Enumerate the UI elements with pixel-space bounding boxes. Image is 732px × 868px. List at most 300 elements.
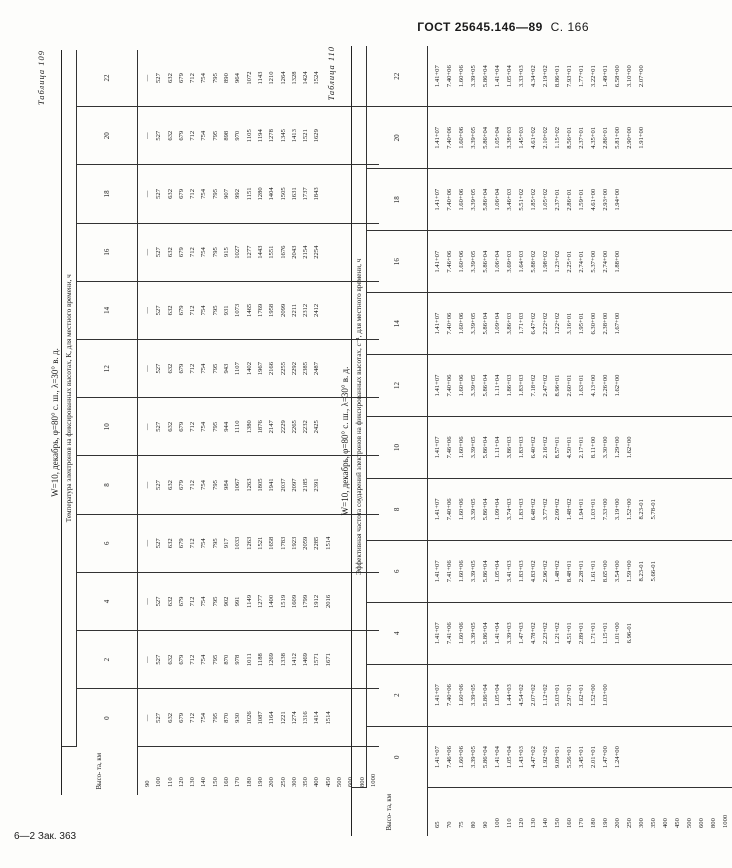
table-cell: 2.01+01 [590, 746, 597, 768]
table-cell: 679 [177, 596, 185, 607]
table-cell: 632 [166, 247, 174, 258]
table-cell: 1.83+03 [518, 498, 525, 521]
table-cell: 795 [211, 363, 219, 374]
table-cell: 2154 [302, 245, 310, 259]
table-cell: 7.40+06 [446, 498, 453, 521]
table-cell: 632 [166, 305, 174, 316]
altitude-value: 110 [166, 777, 174, 787]
value-column [428, 726, 732, 788]
table-cell: 2487 [313, 361, 321, 376]
table-cell: 1.41+07 [434, 622, 441, 645]
table-cell: 2.07+00 [638, 65, 645, 88]
table-cell: 1338 [279, 653, 287, 667]
table-cell: 1631 [290, 187, 298, 201]
time-header: 10 [367, 416, 428, 478]
table-cell: 1.41+07 [434, 746, 441, 768]
time-header: 18 [367, 169, 428, 231]
table-cell: 632 [166, 654, 174, 665]
table-cell: 1067 [234, 478, 242, 492]
table-cell: 5.56+01 [566, 746, 573, 768]
table-cell: 1.41+04 [494, 746, 501, 768]
table-cell: 1328 [290, 71, 298, 85]
table-cell: 1.60+06 [458, 312, 465, 335]
table-cell: 8.23-01 [638, 499, 645, 520]
table-cell: 3.33+03 [518, 65, 525, 88]
table-cell: 1.41+07 [434, 250, 441, 273]
table-cell: 1274 [290, 711, 298, 725]
table-cell: 1345 [279, 129, 287, 143]
table-cell: 1.60+06 [458, 436, 465, 459]
table-cell: 1.24+00 [614, 746, 621, 768]
table-cell: 4.54+02 [518, 684, 525, 707]
table-cell: 1073 [234, 303, 242, 317]
table-cell: 6.30+00 [590, 312, 597, 335]
table-cell: 7.41+06 [446, 622, 453, 645]
table-cell: 754 [200, 305, 208, 316]
table-cell: 1521 [302, 129, 310, 143]
table-cell: 2.16+02 [542, 436, 549, 459]
table-cell: 632 [166, 130, 174, 141]
table-cell: 712 [189, 130, 197, 141]
table-cell: 1.22+02 [554, 312, 561, 335]
altitude-header: Высо- та, км [352, 788, 428, 836]
table-cell: 754 [200, 480, 208, 490]
table-cell: 5.86+04 [482, 560, 489, 583]
table-cell: 1.60+06 [458, 498, 465, 521]
table-cell: 1404 [268, 187, 276, 201]
table-cell: 3.39+03 [506, 622, 513, 645]
altitude-value: 90 [144, 780, 151, 787]
table-cell: 1.71+01 [590, 622, 597, 645]
table-cell: 1609 [290, 594, 298, 609]
table-cell: 712 [189, 538, 197, 549]
table-cell: 1105 [245, 129, 253, 143]
table-cell: 2.26+00 [602, 374, 609, 397]
table-cell: 632 [166, 712, 174, 723]
table-cell: 2265 [290, 420, 298, 434]
table-label: Таблица 109 [36, 50, 46, 106]
time-header: 0 [367, 726, 428, 788]
table-cell: 5.03+01 [554, 684, 561, 707]
time-header: 22 [77, 50, 138, 107]
group-header: Температура электронов на фиксированных высотах, К, для местного времени, ч [62, 50, 77, 747]
altitude-value: 130 [189, 777, 197, 787]
table-cell: 1278 [268, 129, 276, 143]
table-cell: 1.03+00 [602, 684, 609, 707]
table-cell: 754 [200, 73, 208, 83]
table-cell: 795 [211, 305, 219, 316]
table-cell: 1.62+01 [578, 684, 585, 707]
table-cell: 679 [177, 480, 185, 490]
table-cell: 4.13+00 [590, 374, 597, 397]
table-cell: 1.67+00 [614, 312, 621, 335]
table-cell: 1.59+01 [578, 188, 585, 211]
table-cell: 527 [155, 247, 163, 258]
table-cell: 3.30+00 [602, 436, 609, 459]
time-header: 12 [367, 355, 428, 417]
table-cell: 2.22+02 [542, 312, 549, 335]
table-cell: 2.86+01 [602, 126, 609, 149]
table-cell: 7.46+06 [446, 436, 453, 459]
table-cell: 1.88+00 [614, 250, 621, 273]
table-cell: 1.60+06 [458, 374, 465, 397]
table-cell: 2.38+00 [602, 312, 609, 335]
table-cell: 992 [234, 188, 242, 199]
value-column [428, 416, 732, 478]
table-cell: 527 [155, 712, 163, 723]
altitude-value: 500 [686, 818, 693, 828]
table-cell: 2232 [302, 420, 310, 434]
table-cell: 2285 [313, 536, 321, 550]
table-cell: 8.56+01 [566, 126, 573, 149]
table-cell: 1.86+03 [506, 374, 513, 397]
table-cell: 1413 [290, 129, 298, 143]
table-cell: 754 [200, 247, 208, 258]
table-cell: 978 [234, 654, 242, 665]
table-cell: 1264 [279, 71, 287, 85]
table-cell: 1.71+03 [518, 312, 525, 335]
table-cell: 5.88+02 [530, 250, 537, 273]
altitude-value: 75 [458, 821, 465, 828]
altitude-value: 150 [554, 818, 561, 828]
table-cell: 2185 [302, 478, 310, 492]
altitude-value: 250 [279, 777, 287, 787]
table-cell: 3.39+05 [470, 250, 477, 273]
table-cell: 2391 [313, 478, 321, 492]
table-cell: — [144, 481, 151, 489]
time-header: 20 [77, 107, 138, 165]
table-cell: 1.41+07 [434, 374, 441, 397]
table-cell: 527 [155, 654, 163, 665]
table-cell: 1.62+00 [626, 436, 633, 459]
table-cell: 632 [166, 73, 174, 83]
altitude-value: 140 [542, 818, 549, 828]
table-cell: 1424 [302, 71, 310, 85]
table-cell: 7.40+06 [446, 126, 453, 149]
altitude-value: 450 [324, 777, 332, 787]
table-cell: 1.43+03 [518, 746, 525, 768]
table-cell: 1.91+00 [638, 126, 645, 149]
table-cell: — [144, 132, 151, 139]
table-cell: 6.96-01 [626, 623, 633, 644]
table-cell: 930 [234, 712, 242, 723]
table-cell: 3.74+03 [506, 498, 513, 521]
table-cell: 4.61+00 [590, 188, 597, 211]
group-header: Эффективная частота соударений электронов на фиксированных высотах, с⁻¹, для местного времени, ч [352, 46, 367, 788]
time-header: 18 [77, 165, 138, 223]
table-cell: 8.65+00 [602, 560, 609, 583]
table-cell: 1.12+02 [542, 684, 549, 707]
table-cell: 931 [223, 305, 231, 316]
altitude-value: 350 [650, 818, 657, 828]
table-cell: 1.05+04 [506, 65, 513, 88]
table-cell: 632 [166, 480, 174, 490]
altitude-value: 800 [358, 777, 366, 787]
table-cell: — [144, 598, 151, 605]
altitude-value: 1000 [369, 773, 377, 787]
table-cell: 2043 [290, 245, 298, 259]
table-cell: 2037 [279, 478, 287, 492]
table-cell: 2.74+00 [602, 250, 609, 273]
table-cell: 1658 [268, 536, 276, 550]
table-cell: 1110 [234, 420, 242, 434]
table-cell: 1629 [313, 129, 321, 143]
table-cell: 3.77+02 [542, 498, 549, 521]
altitude-value: 160 [566, 818, 573, 828]
table-cell: 1799 [302, 594, 310, 609]
table-cell: 4.50+01 [566, 436, 573, 459]
table-cell: 7.40+06 [446, 312, 453, 335]
table-cell: 1967 [256, 361, 264, 376]
table-cell: 917 [223, 538, 231, 549]
table-cell: 6.48+02 [530, 498, 537, 521]
table-cell: 1.60+06 [458, 560, 465, 583]
table-cell: 795 [211, 188, 219, 199]
table-cell: 1.11+04 [494, 436, 501, 459]
table-cell: 3.69+03 [506, 250, 513, 273]
table-cell: 679 [177, 538, 185, 549]
time-header: 4 [367, 602, 428, 664]
table-cell: 5.86+04 [482, 188, 489, 211]
table-cell: 2.37+01 [554, 188, 561, 211]
table-cell: 7.46+06 [446, 250, 453, 273]
altitude-value: 250 [626, 818, 633, 828]
altitude-value: 90 [482, 821, 489, 828]
table-cell: 2229 [279, 420, 287, 434]
time-header: 0 [77, 689, 138, 747]
table-cell: 944 [223, 421, 231, 432]
table-cell: 3.22+01 [590, 65, 597, 88]
time-header: 8 [77, 456, 138, 514]
altitude-value: 150 [211, 777, 219, 787]
table-cell: 795 [211, 130, 219, 141]
table-cell: 1769 [256, 303, 264, 317]
table-cell: 2147 [268, 420, 276, 434]
table-cell: 527 [155, 596, 163, 607]
table-cell: 2099 [279, 303, 287, 317]
table-cell: 5.86+04 [482, 126, 489, 149]
altitude-value: 450 [674, 818, 681, 828]
table-cell: 1.77+01 [578, 65, 585, 88]
table-cell: 795 [211, 596, 219, 607]
time-header: 6 [367, 540, 428, 602]
table-cell: 3.45+01 [578, 746, 585, 768]
table-cell: 3.86+03 [506, 436, 513, 459]
table-cell: 3.39+05 [470, 126, 477, 149]
table-cell: 1026 [245, 711, 253, 725]
table-cell: 1.49+01 [602, 65, 609, 88]
table-condition: W=10, декабрь, φ=80° с. ш., λ=30° в. д. [338, 46, 352, 836]
table-cell: 2254 [313, 245, 321, 259]
table-cell: 5.86+04 [482, 374, 489, 397]
altitude-value: 170 [234, 777, 242, 787]
table-cell: 1.06+04 [494, 250, 501, 273]
table-cell: 2.25+01 [566, 250, 573, 273]
value-column [428, 355, 732, 417]
table-cell: 3.39+05 [470, 498, 477, 521]
table-cell: 970 [234, 130, 242, 141]
table-cell: 1443 [256, 245, 264, 259]
table-cell: 7.33+00 [602, 498, 609, 521]
table-cell: 1676 [279, 245, 287, 259]
table-cell: 632 [166, 363, 174, 374]
altitude-value: 120 [518, 818, 525, 828]
table-cell: 5.86+04 [482, 684, 489, 707]
table-cell: 1.41+07 [434, 498, 441, 521]
table-cell: 1.05+04 [506, 746, 513, 768]
table-cell: 712 [189, 654, 197, 665]
table-cell: — [144, 307, 151, 314]
altitude-value: 200 [268, 777, 276, 787]
table-cell: 898 [223, 130, 231, 141]
altitude-value: 130 [530, 818, 537, 828]
altitude-value: 180 [590, 818, 597, 828]
table-cell: 1958 [268, 303, 276, 317]
table-cell: 5.86+04 [482, 312, 489, 335]
table-cell: 1149 [245, 594, 253, 608]
table-cell: 1.61+01 [590, 560, 597, 583]
table-cell: 7.40+06 [446, 684, 453, 707]
table-cell: 1.83+03 [518, 560, 525, 583]
table-cell: 3.10+00 [626, 65, 633, 88]
table-cell: 1087 [256, 711, 264, 725]
table-cell: 1.29+00 [614, 436, 621, 459]
table-cell: 1.83+03 [518, 374, 525, 397]
table-cell: 795 [211, 654, 219, 665]
table-cell: 2.09+02 [554, 498, 561, 521]
table-cell: 1277 [256, 594, 264, 609]
table-cell: 4.83+02 [530, 560, 537, 583]
table-cell: 1521 [256, 536, 264, 550]
table-cell: 1.41+07 [434, 560, 441, 583]
table-cell: 2312 [302, 303, 310, 317]
altitude-value: 70 [446, 821, 453, 828]
table-cell: 1.09+04 [494, 312, 501, 335]
value-column [428, 46, 732, 107]
table-cell: 632 [166, 538, 174, 549]
altitude-value: 110 [506, 818, 513, 828]
table-cell: 754 [200, 363, 208, 374]
time-header: 4 [77, 572, 138, 630]
table-cell: 943 [223, 363, 231, 374]
time-header: 2 [77, 631, 138, 689]
table-cell: 870 [223, 654, 231, 665]
time-header: 22 [367, 46, 428, 107]
table-cell: 7.41+06 [446, 560, 453, 583]
altitude-value: 500 [336, 777, 344, 787]
altitude-value: 170 [578, 818, 585, 828]
altitude-value: 190 [256, 777, 264, 787]
table-cell: 679 [177, 130, 185, 141]
time-header: 2 [367, 664, 428, 726]
table-cell: 1188 [256, 653, 264, 667]
table-cell: 1514 [324, 536, 332, 550]
time-header: 8 [367, 478, 428, 540]
altitude-value: 140 [200, 777, 208, 787]
table-cell: 5.66-01 [650, 561, 657, 582]
table-cell: 2.47+02 [542, 374, 549, 397]
table-cell: — [144, 656, 151, 663]
table-cell: 5.37+00 [590, 250, 597, 273]
table-cell: 679 [177, 712, 185, 723]
table-cell: 1194 [256, 129, 264, 143]
table-cell: 1.83+03 [518, 436, 525, 459]
table-cell: 9.09+01 [554, 746, 561, 768]
table-cell: 1151 [245, 187, 253, 201]
time-header: 16 [367, 231, 428, 293]
table-cell: 2.37+01 [578, 126, 585, 149]
table-cell: 1.92+02 [542, 746, 549, 768]
table-cell: 1.60+06 [458, 684, 465, 707]
table-cell: 2.97+01 [566, 684, 573, 707]
table-cell: 754 [200, 596, 208, 607]
altitude-value: 190 [602, 818, 609, 828]
table-cell: 2.23+02 [542, 622, 549, 645]
table-cell: 1412 [290, 653, 298, 667]
table-cell: 712 [189, 480, 197, 490]
table-cell: 1269 [268, 653, 276, 667]
table-cell: 1465 [245, 303, 253, 317]
table-cell: 890 [223, 73, 231, 83]
table-cell: 1671 [324, 653, 332, 667]
table-cell: 527 [155, 188, 163, 199]
table-cell: 3.39+05 [470, 65, 477, 88]
table-cell: 2059 [302, 536, 310, 550]
table-cell: 1402 [245, 361, 253, 376]
table-label: Таблица 110 [326, 46, 336, 101]
table-cell: 1524 [313, 71, 321, 85]
table-cell: 1.52+00 [626, 498, 633, 521]
table-cell: 754 [200, 538, 208, 549]
table-cell: 5.78-01 [650, 499, 657, 520]
table-cell: 7.18+02 [530, 374, 537, 397]
table-cell: 1.05+04 [494, 126, 501, 149]
value-column [428, 107, 732, 169]
table-cell: 1143 [256, 71, 264, 85]
table-cell: 527 [155, 480, 163, 490]
table-cell: 712 [189, 73, 197, 83]
table-cell: 2.28+01 [578, 560, 585, 583]
standard-title: ГОСТ 25645.146—89 [417, 20, 543, 34]
altitude-value: 200 [614, 818, 621, 828]
table-cell: 8.96+01 [554, 374, 561, 397]
table-cell: — [144, 248, 151, 256]
table-cell: 991 [234, 596, 242, 607]
time-header: 14 [367, 293, 428, 355]
table-cell: 1.60+06 [458, 126, 465, 149]
table-cell: 870 [223, 712, 231, 723]
value-column [428, 540, 732, 602]
table-cell: 5.86+04 [482, 250, 489, 273]
table-cell: 1.05+04 [494, 684, 501, 707]
table-cell: 1400 [268, 594, 276, 609]
table-cell: 6.47+02 [530, 312, 537, 335]
table-cell: 2.10+02 [542, 126, 549, 149]
altitude-value: 1000 [722, 814, 729, 828]
table-cell: 712 [189, 421, 197, 432]
table-cell: — [144, 714, 151, 722]
table-cell: 1.15+02 [554, 126, 561, 149]
table-cell: 4.47+02 [530, 746, 537, 768]
time-header: 20 [367, 107, 428, 169]
table-cell: 1.48+02 [554, 560, 561, 583]
table-cell: 527 [155, 421, 163, 432]
table-cell: 1.52+00 [590, 684, 597, 707]
table-cell: 1.11+04 [494, 374, 501, 397]
table-cell: 8.86+01 [554, 65, 561, 88]
table-cell: — [144, 190, 151, 198]
table-cell: 712 [189, 596, 197, 607]
